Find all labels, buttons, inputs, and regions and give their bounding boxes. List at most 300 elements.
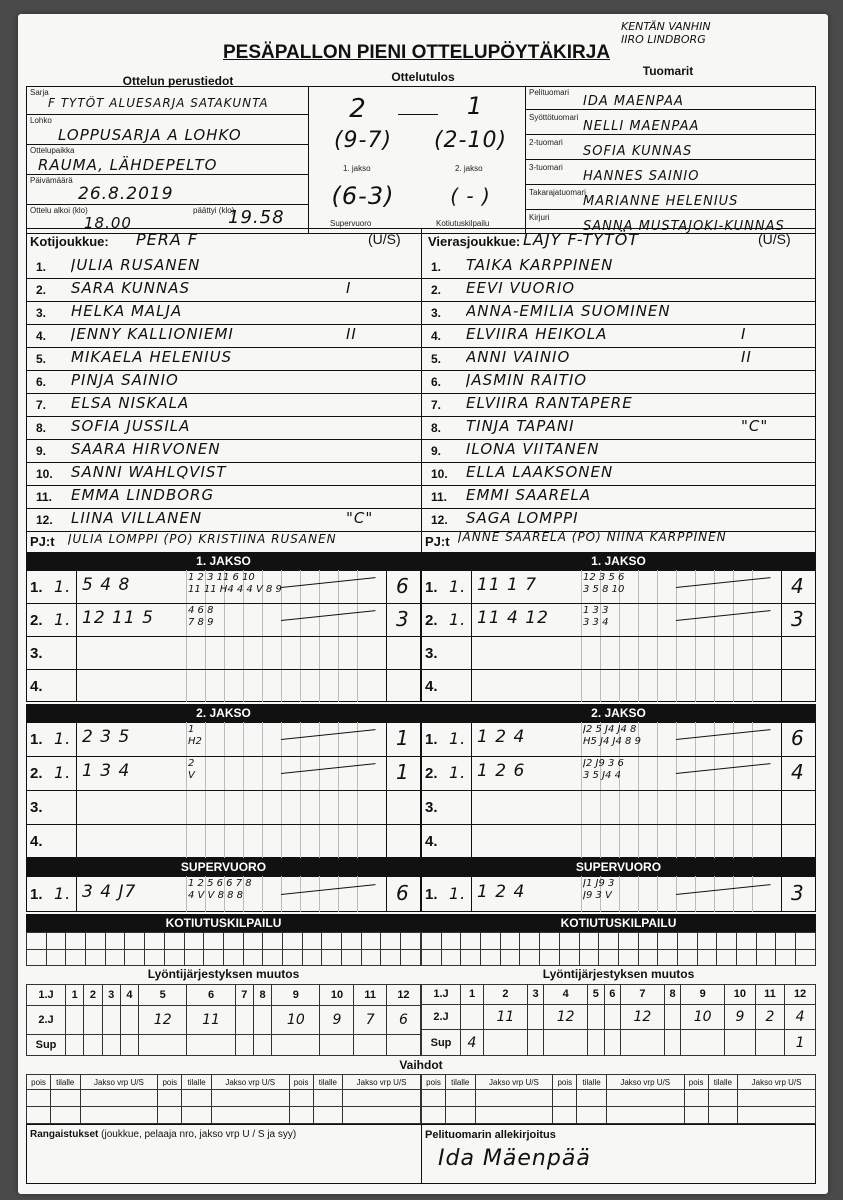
lineup-cell[interactable]: Sup [27, 1034, 66, 1055]
batters: 11 4 12 [477, 607, 549, 628]
lineup-cell[interactable] [120, 1006, 138, 1034]
lineup-cell[interactable] [187, 1034, 235, 1055]
kotiutus-cell[interactable] [559, 949, 579, 966]
player-number: 11. [36, 490, 53, 504]
run-marks: 11 11 H4 4 4 V 8 9 [188, 584, 282, 595]
run-marks: 4 6 8 [188, 605, 214, 616]
inning-runs: 3 [791, 881, 805, 905]
kotiutus-cell[interactable] [599, 949, 619, 966]
vaihdot-cell[interactable] [182, 1090, 211, 1107]
kotiutus-cell[interactable] [579, 933, 599, 950]
inning-row-label: 2. [30, 765, 43, 782]
player-number: 7. [431, 398, 442, 412]
lineup-cell[interactable] [320, 1034, 354, 1055]
lineup-cell[interactable] [527, 1030, 544, 1056]
vaihdot-cell[interactable] [422, 1107, 446, 1124]
vaihdot-cell[interactable] [475, 1090, 553, 1107]
kotiutus-cell[interactable] [776, 949, 796, 966]
kotiutus-cell[interactable] [500, 933, 520, 950]
lineup-cell[interactable]: 11 [187, 1006, 235, 1034]
lineup-cell[interactable]: 2.J [27, 1006, 66, 1034]
lineup-cell[interactable]: 7 [354, 1006, 386, 1034]
vaihdot-cell[interactable] [577, 1107, 606, 1124]
vaihdot-cell[interactable] [343, 1107, 421, 1124]
kotiutus-cell[interactable] [717, 933, 737, 950]
lineup-cell[interactable] [604, 1030, 621, 1056]
lineup-head-cell: 11 [354, 985, 386, 1006]
lineup-cell[interactable]: 11 [484, 1004, 528, 1030]
lineup-cell[interactable]: 4 [785, 1004, 816, 1030]
player-number: 9. [36, 444, 47, 458]
first-batter: 1. [54, 729, 72, 748]
away-final-score: 1 [466, 92, 484, 120]
lineup-cell[interactable]: Sup [422, 1030, 461, 1056]
away-lineup-grid [421, 984, 816, 1056]
run-marks: 3 3 4 [583, 617, 609, 628]
kotiutus-cell[interactable] [204, 933, 224, 950]
referee-name: SANNA MUSTAJOKI-KUNNAS [583, 219, 785, 234]
batters: 3 4 J7 [82, 882, 137, 902]
vaihdot-cell[interactable] [80, 1090, 158, 1107]
mark-gridline [319, 876, 320, 912]
kotiutus-cell[interactable] [263, 949, 283, 966]
vaihdot-cell[interactable] [577, 1090, 606, 1107]
lineup-head-cell: 1.J [27, 985, 66, 1006]
vaihdot-cell[interactable] [606, 1090, 684, 1107]
lineup-cell[interactable] [139, 1034, 187, 1055]
kotiutus-cell[interactable] [717, 949, 737, 966]
kotiutus-cell[interactable] [302, 933, 322, 950]
vaihdot-cell[interactable] [211, 1090, 289, 1107]
kotiutus-cell[interactable] [776, 933, 796, 950]
mark-gridline [714, 876, 715, 912]
kotiutus-cell[interactable] [243, 949, 263, 966]
lineup-head-cell: 7 [621, 985, 665, 1005]
mark-gridline [338, 876, 339, 912]
lineup-head-cell: 7 [235, 985, 253, 1006]
kotiutus-cell[interactable] [737, 949, 757, 966]
vaihdot-cell[interactable] [475, 1107, 553, 1124]
lineup-cell[interactable] [253, 1034, 271, 1055]
lineup-cell[interactable]: 2.J [422, 1004, 461, 1030]
vaihdot-cell[interactable] [158, 1107, 182, 1124]
player-name: LIINA VILLANEN [71, 509, 203, 527]
player-name: SAARA HIRVONEN [71, 440, 221, 458]
player-name: ANNI VAINIO [466, 348, 571, 366]
lineup-cell[interactable]: 12 [544, 1004, 588, 1030]
inning-divider [386, 876, 387, 912]
away-kotiutus-grid [421, 932, 816, 966]
run-marks: J2 J9 3 6 [583, 758, 624, 769]
referee-label: Kirjuri [529, 213, 550, 222]
kotiutus-cell[interactable] [46, 949, 66, 966]
player-number: 4. [36, 329, 47, 343]
away-jakso2-bar: 2. JAKSO [421, 704, 816, 722]
kotiutus-cell[interactable] [66, 933, 86, 950]
kotiutus-cell[interactable] [145, 949, 165, 966]
super-score: (6-3) [331, 182, 395, 210]
vaihdot-cell[interactable] [27, 1090, 51, 1107]
referee-name: MARIANNE HELENIUS [583, 194, 739, 209]
inning-row-label: 3. [30, 644, 43, 662]
first-batter: 1. [449, 576, 467, 596]
lineup-cell[interactable] [84, 1034, 102, 1055]
kotiutus-cell[interactable] [125, 933, 145, 950]
lineup-row [27, 1034, 421, 1055]
kotiutus-cell[interactable] [697, 933, 717, 950]
vaihdot-row [422, 1090, 816, 1107]
player-number: 2. [431, 283, 442, 297]
lineup-cell[interactable]: 9 [725, 1004, 756, 1030]
lineup-cell[interactable]: 12 [139, 1006, 187, 1034]
kotiutus-cell[interactable] [86, 933, 106, 950]
player-name: JASMIN RAITIO [466, 371, 588, 389]
home-lineup-grid [26, 984, 421, 1056]
lineup-cell[interactable] [461, 1004, 484, 1030]
vaihdot-col-head: Jakso vrp U/S [738, 1075, 816, 1090]
home-final-score: 2 [349, 94, 367, 124]
kotiutus-cell[interactable] [381, 933, 401, 950]
vaihdot-col-head: pois [289, 1075, 313, 1090]
inning-row-divider [421, 603, 816, 604]
lineup-cell[interactable] [120, 1034, 138, 1055]
lineup-cell[interactable] [253, 1006, 271, 1034]
lineup-cell[interactable] [588, 1030, 605, 1056]
inning-row-label: 4. [30, 833, 43, 850]
away-pj-label: PJ:t [425, 534, 450, 549]
kotiutus-cell[interactable] [381, 949, 401, 966]
kotiutus-cell[interactable] [540, 949, 560, 966]
inning-row-label: 4. [30, 677, 43, 695]
first-batter: 1. [54, 884, 72, 903]
vaihdot-cell[interactable] [553, 1090, 577, 1107]
vaihdot-col-head: Jakso vrp U/S [606, 1075, 684, 1090]
player-number: 1. [431, 260, 442, 274]
vaihdot-col-head: tilalle [182, 1075, 211, 1090]
vaihdot-cell[interactable] [738, 1107, 816, 1124]
kotiutus-cell[interactable] [461, 949, 481, 966]
kotiutus-cell[interactable] [441, 949, 461, 966]
vaihdot-cell[interactable] [158, 1090, 182, 1107]
lineup-head-cell: 12 [785, 985, 816, 1005]
kotiutus-cell[interactable] [27, 949, 47, 966]
inning-row-label: 2. [425, 611, 438, 629]
vaihdot-cell[interactable] [343, 1090, 421, 1107]
kotiutus-cell[interactable] [401, 949, 421, 966]
lineup-head-cell: 9 [272, 985, 320, 1006]
jakso2-score: (2-10) [433, 128, 508, 153]
inning-row-divider [421, 790, 816, 791]
lineup-cell[interactable]: 10 [272, 1006, 320, 1034]
lineup-cell[interactable] [604, 1004, 621, 1030]
inning-row-label: 2. [30, 611, 43, 629]
kotiutus-cell[interactable] [184, 949, 204, 966]
lineup-cell[interactable] [235, 1006, 253, 1034]
player-number: 5. [431, 352, 442, 366]
kotiutus-cell[interactable] [204, 949, 224, 966]
kotiutus-cell[interactable] [46, 933, 66, 950]
kotiutus-cell[interactable] [86, 949, 106, 966]
lineup-cell[interactable] [102, 1006, 120, 1034]
vaihdot-cell[interactable] [684, 1090, 708, 1107]
vaihdot-cell[interactable] [446, 1090, 475, 1107]
group-value: LOPPUSARJA A LOHKO [58, 126, 242, 144]
kotiutus-score: ( - ) [450, 184, 491, 208]
home-team-name: PERA F [136, 230, 199, 249]
vaihdot-row [27, 1090, 421, 1107]
vaihdot-cell[interactable] [51, 1090, 80, 1107]
player-mark: I [346, 279, 352, 297]
player-name: EMMI SAARELA [466, 486, 592, 504]
lineup-head-cell: 8 [253, 985, 271, 1006]
kotiutus-cell[interactable] [263, 933, 283, 950]
kotiutus-cell[interactable] [342, 933, 362, 950]
vaihdot-cell[interactable] [422, 1090, 446, 1107]
player-name: SARA KUNNAS [71, 279, 191, 297]
kotiutus-cell[interactable] [422, 949, 442, 966]
player-number: 6. [431, 375, 442, 389]
kotiutus-cell[interactable] [105, 933, 125, 950]
result-section-title: Ottelutulos [391, 70, 455, 84]
inning-row-label: 4. [425, 677, 438, 695]
vaihdot-col-head: tilalle [708, 1075, 737, 1090]
lineup-cell[interactable] [235, 1034, 253, 1055]
lineup-head-cell: 8 [664, 985, 681, 1005]
lineup-head-cell: 3 [527, 985, 544, 1005]
vaihdot-cell[interactable] [606, 1107, 684, 1124]
player-number: 12. [431, 513, 448, 527]
vaihdot-cell[interactable] [738, 1090, 816, 1107]
vaihdot-cell[interactable] [211, 1107, 289, 1124]
kotiutus-cell[interactable] [342, 949, 362, 966]
kotiutus-cell[interactable] [361, 949, 381, 966]
jakso1-score: (9-7) [333, 128, 393, 153]
sheet-title: PESÄPALLON PIENI OTTELUPÖYTÄKIRJA [223, 42, 611, 63]
referees-section-title: Tuomarit [642, 64, 694, 78]
kotiutus-cell[interactable] [27, 933, 47, 950]
lineup-cell[interactable] [484, 1030, 528, 1056]
inning-runs: 1 [396, 760, 410, 784]
away-pj: JANNE SAARELA (PO) NIINA KARPPINEN [458, 530, 727, 544]
player-mark: II [346, 325, 357, 343]
kotiutus-cell[interactable] [697, 949, 717, 966]
vaihdot-head-row [27, 1075, 421, 1090]
referee-label: Syöttötuomari [529, 113, 579, 122]
away-team-label: Vierasjoukkue: [428, 234, 521, 249]
kotiutus-cell[interactable] [520, 949, 540, 966]
inning-row-label: 1. [425, 578, 438, 596]
player-number: 8. [431, 421, 442, 435]
vaihdot-row [27, 1107, 421, 1124]
lineup-cell[interactable] [272, 1034, 320, 1055]
vaihdot-cell[interactable] [51, 1107, 80, 1124]
lineup-cell[interactable] [84, 1006, 102, 1034]
vaihdot-col-head: pois [684, 1075, 708, 1090]
kotiutus-cell[interactable] [401, 933, 421, 950]
inning-runs: 6 [791, 726, 805, 750]
inning-row-divider [421, 669, 816, 670]
lineup-cell[interactable]: 12 [621, 1004, 665, 1030]
lineup-cell[interactable] [621, 1030, 665, 1056]
batters: 2 3 5 [82, 727, 131, 747]
scoresheet: KENTÄN VANHIN IIRO LINDBORG PESÄPALLON PIENI OTTELUPÖYTÄKIRJA Ottelun perustiedot Ottelutulos Tuomarit Sarja F TYTÖT ALUESARJA SATAKUNTA Lohko LOPPUSARJA A LOHKO Ottelupaikka RAUMA, LÄHDEPELTO Päivämäärä 26.8.2019 Ottelu alkoi (klo) päättyi (klo) 18.00 19.58 2 1 (9-7) (2-10) 1. jakso 2. jakso (6-3) ( - ) Supervuoro Kotiutuskilpailu Pelituomari IDA MÄENPÄÄ Syöttötuomari NELLI MÄENPÄÄ 2-tuomari SOFIA KUNNAS 3-tuomari HANNES SAINIO Takarajatuomari MARIANNE HELENIUS Kirjuri SANNA MUSTAJOKI-KUNNAS Kotijoukkue: PERA F (U/S) Vierasjoukkue: LAJY F-TYTÖT (U/S) 1. JULIA RUSANEN 2. SARA KUNNAS I 3. HELKA MALJA 4. JENNY KALLIONIEMI II 5. MIKAELA HELENIUS 6. PINJA SAINIO 7. ELSA NISKALA 8. SOFIA JUSSILA 9. SAARA HIRVONEN 10. SANNI WAHLQVIST 11. EMMA LINDBORG 12. LIINA VILLANEN "C" 1. TAIKA KARPPINEN 2. EEVI VUORIO 3. ANNA-EMILIA SUOMINEN 4. ELVIIRA HEIKOLA I 5. ANNI VAINIO II 6. JASMIN RAITIO 7. ELVIIRA RANTAPERE 8. TINJA TAPANI "C" 9. ILONA VIITANEN 10. ELLA LAAKSONEN 11. EMMI SAARELA 12. SAGA LOMPPI PJ:t JULIA LOMPPI (PO) KRISTIINA RUSANEN PJ:t JANNE SAARELA (PO) NIINA KARPPINEN 1. JAKSO 1. JAKSO 1. 1. 5 4 8 1 2 3 11 6 10 11 11 H4 4 4 V 8 9 6 2. 1. 12 11 5 4 6 8 7 8 9 3 3. 4. 1. 1. 11 1 7 12 3 5 6 3 5 8 10 4 2. 1. 11 4 12 1 3 3 3 3 4 3 3. 4. 2. JAKSO 2. JAKSO 1. 1. 2 3 5 1 H2 1 2. 1. 1 3 4 2 V 1 3. 4. 1. 1. 1 2 4 J2 5 J4 J4 8 H5 J4 J4 8 9 6 2. 1. 1 2 6 J2 J9 3 6 3 5 J4 4 4 3. 4. SUPERVUORO SUPERVUORO 1. 1. 3 4 J7 1 2 5 6 6 7 8 4 V V 8 8 8 6 1. 1. 1 2 4 J1 J9 3 J9 3 V 3 KOTIUTUSKILPAILU KOTIUTUSKILPAILU Lyöntijärjestyksen muutos Lyöntijärjestyksen muutos 1.J 1 2 3 4 5 6 7 8 9 10 11 12 2.J 12 11 10 9 7 6 Sup 1.J 1 2 3 4 5 6 7 8 9 10 11 12 2.J 11 12 12 10 9 2 4 Sup 4 1 Vaihdot pois tilalle Jakso vrp U/S pois tilalle Jakso vrp U/S pois tilalle Jakso vrp U/S pois tilalle Jakso vrp U/S pois tilalle Jakso vrp U/S pois tilalle Jakso vrp U/S Rangaistukset (joukkue, pelaaja nro, jakso vrp U / S ja syy) Pelituomarin allekirjoitus Ida Mäenpää [18, 14, 828, 1194]
lineup-cell[interactable]: 2 [755, 1004, 784, 1030]
player-number: 5. [36, 352, 47, 366]
lineup-cell[interactable]: 10 [681, 1004, 725, 1030]
player-name: JENNY KALLIONIEMI [71, 325, 234, 343]
lineup-head-cell: 4 [544, 985, 588, 1005]
player-mark: "C" [346, 509, 374, 527]
kotiutus-cell[interactable] [500, 949, 520, 966]
vaihdot-cell[interactable] [182, 1107, 211, 1124]
kotiutus-cell[interactable] [125, 949, 145, 966]
referee-label: 3-tuomari [529, 163, 563, 172]
inning-runs: 4 [791, 573, 805, 598]
kotiutus-cell[interactable] [618, 949, 638, 966]
lineup-head-cell: 12 [386, 985, 420, 1006]
kotiutus-cell[interactable] [796, 949, 816, 966]
vaihdot-cell[interactable] [708, 1090, 737, 1107]
vaihdot-cell[interactable] [684, 1107, 708, 1124]
kotiutus-cell[interactable] [282, 933, 302, 950]
vaihdot-cell[interactable] [289, 1090, 313, 1107]
kotiutus-cell[interactable] [579, 949, 599, 966]
vaihdot-col-head: pois [422, 1075, 446, 1090]
mark-gridline [300, 876, 301, 912]
lineup-cell[interactable] [725, 1030, 756, 1056]
kotiutus-cell[interactable] [658, 949, 678, 966]
mark-gridline [357, 876, 358, 912]
lineup-cell[interactable]: 1 [785, 1030, 816, 1056]
kotiutus-cell[interactable] [481, 949, 501, 966]
inning-divider [781, 876, 782, 912]
player-number: 4. [431, 329, 442, 343]
lineup-cell[interactable] [527, 1004, 544, 1030]
run-marks: 4 V V 8 8 8 [188, 890, 244, 901]
first-batter: 1. [449, 884, 467, 903]
vaihdot-cell[interactable] [313, 1090, 342, 1107]
lineup-cell[interactable]: 9 [320, 1006, 354, 1034]
kotiutus-cell[interactable] [184, 933, 204, 950]
lineup-cell[interactable] [354, 1034, 386, 1055]
lineup-row [27, 985, 421, 1006]
away-us-toggle[interactable]: (U/S) [758, 231, 791, 247]
kotiutus-cell[interactable] [756, 949, 776, 966]
player-number: 3. [36, 306, 47, 320]
inning-row-label: 4. [425, 833, 438, 850]
lineup-cell[interactable] [588, 1004, 605, 1030]
kotiutus-cell[interactable] [618, 933, 638, 950]
kotiutus-cell[interactable] [677, 933, 697, 950]
away-kotiutus-bar: KOTIUTUSKILPAILU [421, 914, 816, 932]
vaihdot-cell[interactable] [313, 1107, 342, 1124]
kotiutus-cell[interactable] [658, 933, 678, 950]
player-name: JULIA RUSANEN [71, 256, 201, 274]
batters: 1 3 4 [82, 761, 131, 781]
kotiutus-cell[interactable] [599, 933, 619, 950]
lineup-cell[interactable] [755, 1030, 784, 1056]
kotiutus-cell[interactable] [66, 949, 86, 966]
kotiutus-cell[interactable] [322, 933, 342, 950]
lineup-row [422, 1004, 816, 1030]
home-lineup-title: Lyöntijärjestyksen muutos [147, 967, 300, 981]
kotiutus-cell[interactable] [422, 933, 442, 950]
kotiutus-cell[interactable] [361, 933, 381, 950]
lineup-cell[interactable] [66, 1006, 84, 1034]
kotiutus-cell[interactable] [737, 933, 757, 950]
kotiutus-cell[interactable] [677, 949, 697, 966]
vaihdot-title: Vaihdot [399, 1058, 443, 1072]
vaihdot-row [422, 1107, 816, 1124]
vaihdot-cell[interactable] [27, 1107, 51, 1124]
inning-row-divider [26, 636, 421, 637]
kotiutus-cell[interactable] [638, 933, 658, 950]
kotiutus-cell[interactable] [520, 933, 540, 950]
kotiutus-cell[interactable] [638, 949, 658, 966]
kotiutus-cell[interactable] [243, 933, 263, 950]
batters: 1 2 4 [477, 882, 526, 902]
vaihdot-cell[interactable] [289, 1107, 313, 1124]
run-marks: 1 2 3 11 6 10 [188, 572, 255, 583]
kotiutus-cell[interactable] [145, 933, 165, 950]
batters: 1 2 6 [477, 761, 526, 781]
lineup-cell[interactable] [664, 1004, 681, 1030]
inning-row-divider [26, 756, 421, 757]
lineup-head-cell: 3 [102, 985, 120, 1006]
kotiutus-cell[interactable] [756, 933, 776, 950]
kotiutus-cell[interactable] [164, 933, 184, 950]
kotiutus-cell[interactable] [796, 933, 816, 950]
kotiutus-cell[interactable] [223, 949, 243, 966]
lineup-cell[interactable] [681, 1030, 725, 1056]
home-us-toggle[interactable]: (U/S) [368, 231, 401, 247]
first-batter: 1. [449, 729, 467, 748]
lineup-cell[interactable] [664, 1030, 681, 1056]
inning-runs: 6 [396, 881, 410, 905]
lineup-cell[interactable] [102, 1034, 120, 1055]
mark-gridline [695, 876, 696, 912]
lineup-cell[interactable]: 4 [461, 1030, 484, 1056]
kotiutus-cell[interactable] [322, 949, 342, 966]
vaihdot-col-head: Jakso vrp U/S [343, 1075, 421, 1090]
kotiutus-cell[interactable] [164, 949, 184, 966]
kotiutus-cell[interactable] [441, 933, 461, 950]
vaihdot-cell[interactable] [708, 1107, 737, 1124]
kotiutus-cell[interactable] [481, 933, 501, 950]
first-batter: 1. [449, 609, 467, 629]
vaihdot-cell[interactable] [446, 1107, 475, 1124]
lineup-head-cell: 10 [725, 985, 756, 1005]
header-note: KENTÄN VANHIN IIRO LINDBORG [621, 20, 711, 46]
kotiutus-cell[interactable] [302, 949, 322, 966]
kotiutus-cell[interactable] [105, 949, 125, 966]
mark-gridline [733, 876, 734, 912]
lineup-cell[interactable] [66, 1034, 84, 1055]
lineup-cell[interactable] [544, 1030, 588, 1056]
vaihdot-cell[interactable] [553, 1107, 577, 1124]
kotiutus-cell[interactable] [282, 949, 302, 966]
kotiutus-cell[interactable] [540, 933, 560, 950]
run-marks: 3 5 J4 4 [583, 770, 621, 781]
kotiutus-cell[interactable] [223, 933, 243, 950]
inning-row-label: 1. [425, 886, 438, 903]
lineup-cell[interactable]: 6 [386, 1006, 420, 1034]
inning-divider [76, 876, 77, 912]
kotiutus-cell[interactable] [461, 933, 481, 950]
kotiutus-cell[interactable] [559, 933, 579, 950]
vaihdot-cell[interactable] [80, 1107, 158, 1124]
lineup-cell[interactable] [386, 1034, 420, 1055]
